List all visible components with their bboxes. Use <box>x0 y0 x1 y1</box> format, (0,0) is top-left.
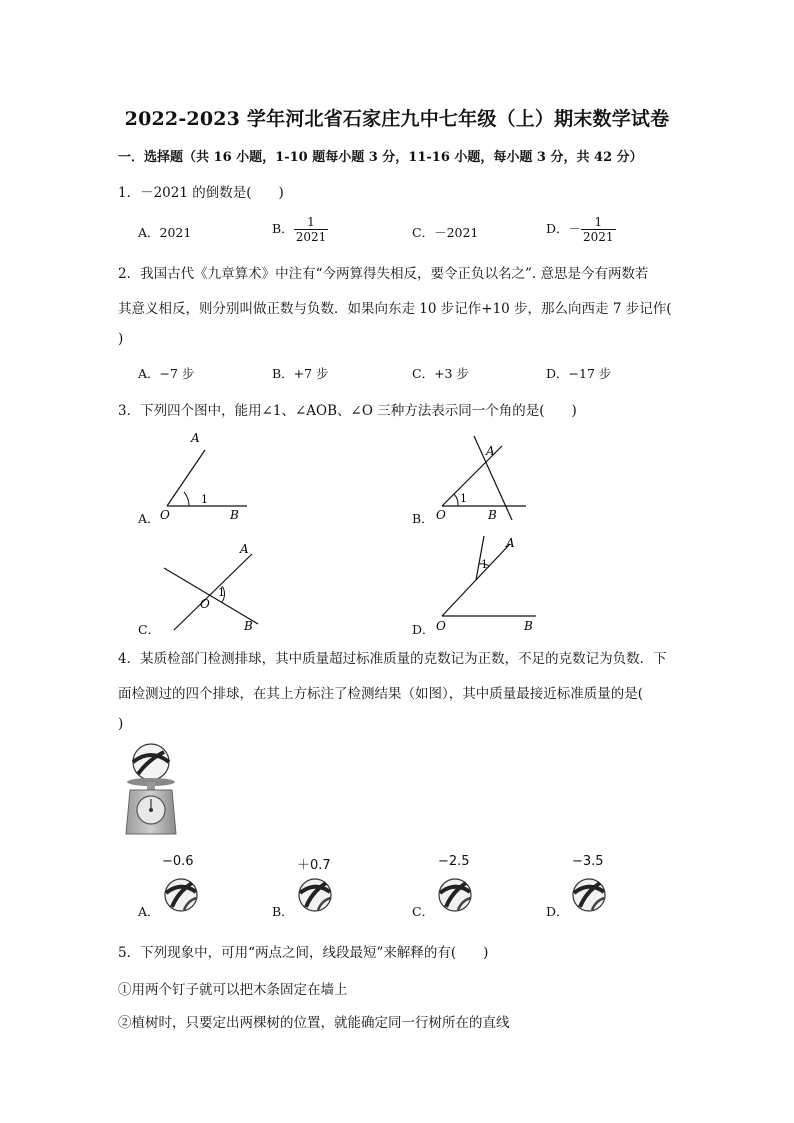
q1-option-b <box>272 215 328 244</box>
q3d-point-b: B <box>524 619 533 632</box>
q2-option-a: A．−7 步 <box>138 366 195 381</box>
section-heading: 一．选择题（共 16 小题，1-10 题每小题 3 分，11-16 小题，每小题 3 分，共 42 分） <box>118 150 643 165</box>
q3-figure-c <box>160 538 270 636</box>
q3-option-b: B． <box>412 511 434 526</box>
q3a-angle-1: 1 <box>201 493 208 506</box>
ball-c-value: −2.5 <box>438 854 470 869</box>
question-2-line-2: 其意义相反，则分别叫做正数与负数．如果向东走 10 步记作+10 步，那么向西走 7 步记作( <box>118 301 672 317</box>
q3-figure-b <box>430 436 540 528</box>
question-4-line-2: 面检测过的四个排球，在其上方标注了检测结果（如图），其中质量最接近标准质量的是( <box>118 686 644 702</box>
question-5-item-1: ①用两个钉子就可以把木条固定在墙上 <box>118 982 348 998</box>
q3c-point-a: A <box>240 542 249 556</box>
q3-figure-a <box>155 430 255 525</box>
question-5-item-2: ②植树时，只要定出两棵树的位置，就能确定同一行树所在的直线 <box>118 1015 510 1031</box>
q1-option-c: C．－2021 <box>412 225 479 240</box>
q1-option-b-fraction: $\frac{1}{2021}$ <box>295 215 327 244</box>
q3d-angle-1: 1 <box>481 558 488 571</box>
question-5-stem: 5．下列现象中，可用“两点之间，线段最短”来解释的有( ) <box>118 945 489 961</box>
volleyball-icon-d <box>572 878 606 912</box>
question-4-line-1: 4．某质检部门检测排球，其中质量超过标准质量的克数记为正数，不足的克数记为负数．下 <box>118 651 667 667</box>
q4-option-d: D． <box>546 904 569 919</box>
q3a-point-b: B <box>230 508 239 522</box>
q1-option-b-label: B． <box>272 221 294 236</box>
q3-option-c: C． <box>138 622 161 637</box>
q1-option-d <box>546 215 616 244</box>
q4-option-b: B． <box>272 904 294 919</box>
volleyball-icon-c <box>438 878 472 912</box>
q3a-point-o: O <box>160 508 170 522</box>
q3-option-d: D． <box>412 622 435 637</box>
q3c-angle-1: 1 <box>218 586 225 599</box>
q3d-point-a: A <box>506 536 515 550</box>
q2-option-c: C．+3 步 <box>412 366 469 381</box>
q3-figure-d <box>432 532 544 632</box>
q1-option-a: A．2021 <box>138 225 192 240</box>
q4-option-a: A． <box>138 904 160 919</box>
volleyball-icon-a <box>164 878 198 912</box>
q3c-point-o: O <box>200 597 210 611</box>
q2-option-d: D．−17 步 <box>546 366 612 381</box>
q3b-angle-1: 1 <box>460 492 467 505</box>
ball-b-value: ＋0.7 <box>297 858 331 873</box>
question-1-stem: 1．－2021 的倒数是( ) <box>118 185 284 201</box>
q3a-point-a: A <box>191 431 200 445</box>
question-2-line-3: ) <box>118 331 124 347</box>
page-title: 2022-2023 学年河北省石家庄九中七年级（上）期末数学试卷 <box>124 108 670 130</box>
question-2-line-1: 2．我国古代《九章算术》中注有“今两算得失相反，要令正负以名之”. 意思是今有两数若 <box>118 266 649 282</box>
q2-option-b: B．+7 步 <box>272 366 329 381</box>
question-4-line-3: ) <box>118 716 124 732</box>
ball-d-value: −3.5 <box>572 854 604 869</box>
q3b-point-a: A <box>486 444 495 458</box>
scale-icon <box>118 742 184 838</box>
ball-a-value: −0.6 <box>162 854 194 869</box>
q3c-point-b: B <box>244 619 253 633</box>
q3b-point-b: B <box>488 508 497 522</box>
q3-option-a: A． <box>138 511 160 526</box>
q1-option-d-fraction: $\frac{1}{2021}$ <box>583 215 614 244</box>
volleyball-icon-b <box>298 878 332 912</box>
question-3-stem: 3．下列四个图中，能用∠1、∠AOB、∠O 三种方法表示同一个角的是( ) <box>118 403 577 419</box>
q1-option-d-label: D．－ <box>546 221 582 236</box>
q3b-point-o: O <box>436 508 446 522</box>
q3d-point-o: O <box>436 619 446 632</box>
q4-option-c: C． <box>412 904 435 919</box>
